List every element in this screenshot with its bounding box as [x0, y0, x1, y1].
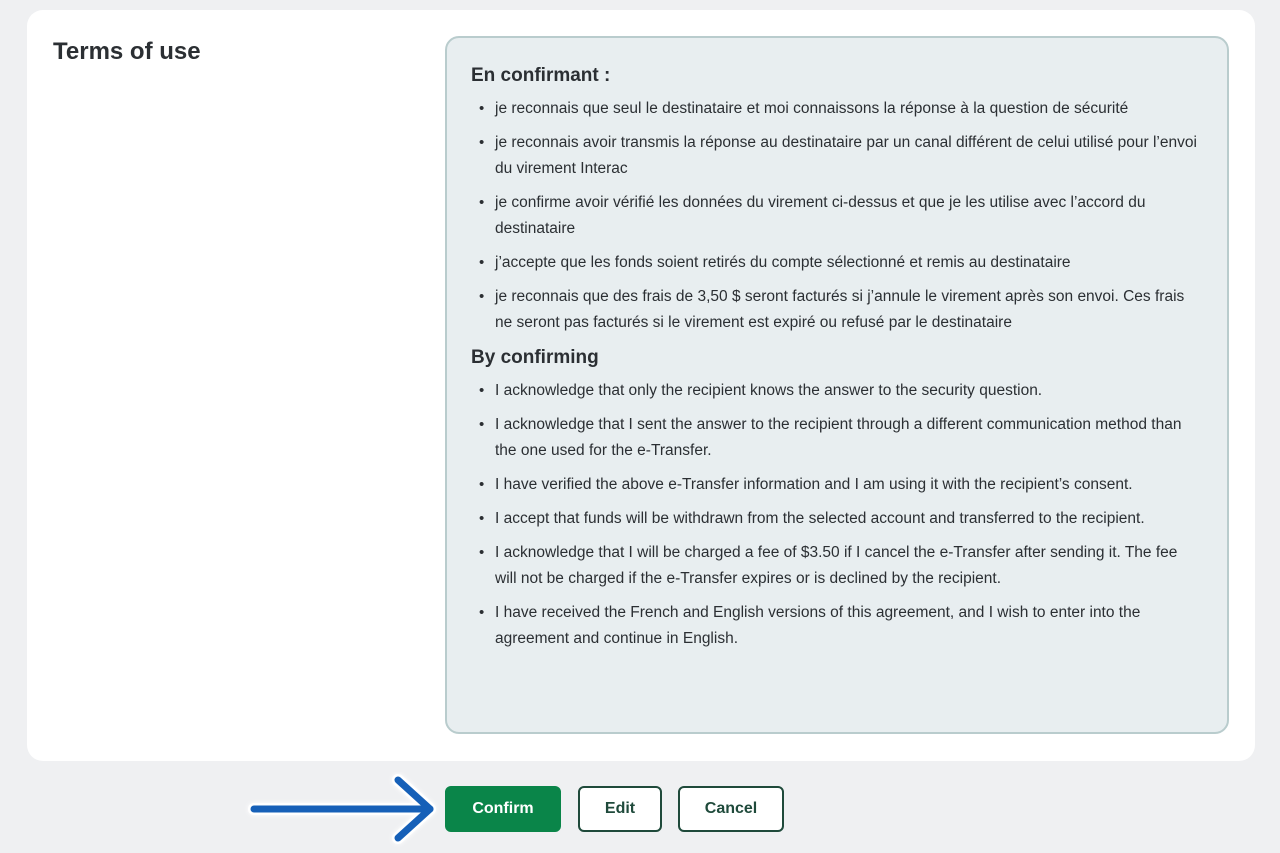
list-item-text: I acknowledge that only the recipient knows the answer to the security question. [495, 382, 1043, 399]
list-item [471, 412, 1201, 464]
list-item-text: je reconnais avoir transmis la réponse au destinataire par un canal différent de celui utilisé pour l’envoi du virement Interac [495, 134, 1197, 177]
bullet: • [479, 288, 485, 305]
bullet: • [479, 476, 485, 493]
english-terms-list [471, 378, 1201, 652]
list-item [471, 600, 1201, 652]
list-item-text: je confirme avoir vérifié les données du virement ci-dessus et que je les utilise avec l’accord du destinataire [495, 194, 1146, 237]
list-item [471, 506, 1201, 532]
list-item [471, 378, 1201, 404]
list-item-text: I acknowledge that I will be charged a fee of $3.50 if I cancel the e-Transfer after sending it. The fee will not be charged if the e-Transfer expires or is declined by the recipient. [495, 544, 1178, 587]
bullet: • [479, 510, 485, 527]
list-item [471, 96, 1201, 122]
list-item [471, 130, 1201, 182]
list-item-text: je reconnais que des frais de 3,50 $ seront facturés si j’annule le virement après son envoi. Ces frais ne seront pas facturés si le virement est expiré ou refusé par le destinataire [495, 288, 1185, 331]
arrow-right-icon [240, 772, 440, 848]
french-terms-list [471, 96, 1201, 336]
bullet: • [479, 194, 485, 211]
terms-agreement-box [445, 36, 1229, 734]
bullet: • [479, 544, 485, 561]
confirm-button[interactable]: Confirm [445, 786, 561, 832]
list-item-text: I have verified the above e-Transfer information and I am using it with the recipient’s consent. [495, 476, 1133, 493]
list-item [471, 250, 1201, 276]
bullet: • [479, 416, 485, 433]
english-terms-heading: By confirming [471, 347, 599, 368]
list-item [471, 472, 1201, 498]
cancel-button[interactable]: Cancel [678, 786, 784, 832]
bullet: • [479, 382, 485, 399]
bullet: • [479, 254, 485, 271]
list-item [471, 540, 1201, 592]
page-title: Terms of use [53, 38, 201, 65]
list-item [471, 190, 1201, 242]
bullet: • [479, 100, 485, 117]
edit-button[interactable]: Edit [578, 786, 662, 832]
list-item-text: I acknowledge that I sent the answer to the recipient through a different communication method than the one used for the e-Transfer. [495, 416, 1182, 459]
bullet: • [479, 604, 485, 621]
list-item-text: je reconnais que seul le destinataire et moi connaissons la réponse à la question de sécurité [495, 100, 1129, 117]
list-item-text: j’accepte que les fonds soient retirés du compte sélectionné et remis au destinataire [495, 254, 1071, 271]
list-item [471, 284, 1201, 336]
bullet: • [479, 134, 485, 151]
list-item-text: I accept that funds will be withdrawn from the selected account and transferred to the recipient. [495, 510, 1145, 527]
french-terms-heading: En confirmant : [471, 65, 611, 86]
list-item-text: I have received the French and English versions of this agreement, and I wish to enter into the agreement and continue in English. [495, 604, 1141, 647]
